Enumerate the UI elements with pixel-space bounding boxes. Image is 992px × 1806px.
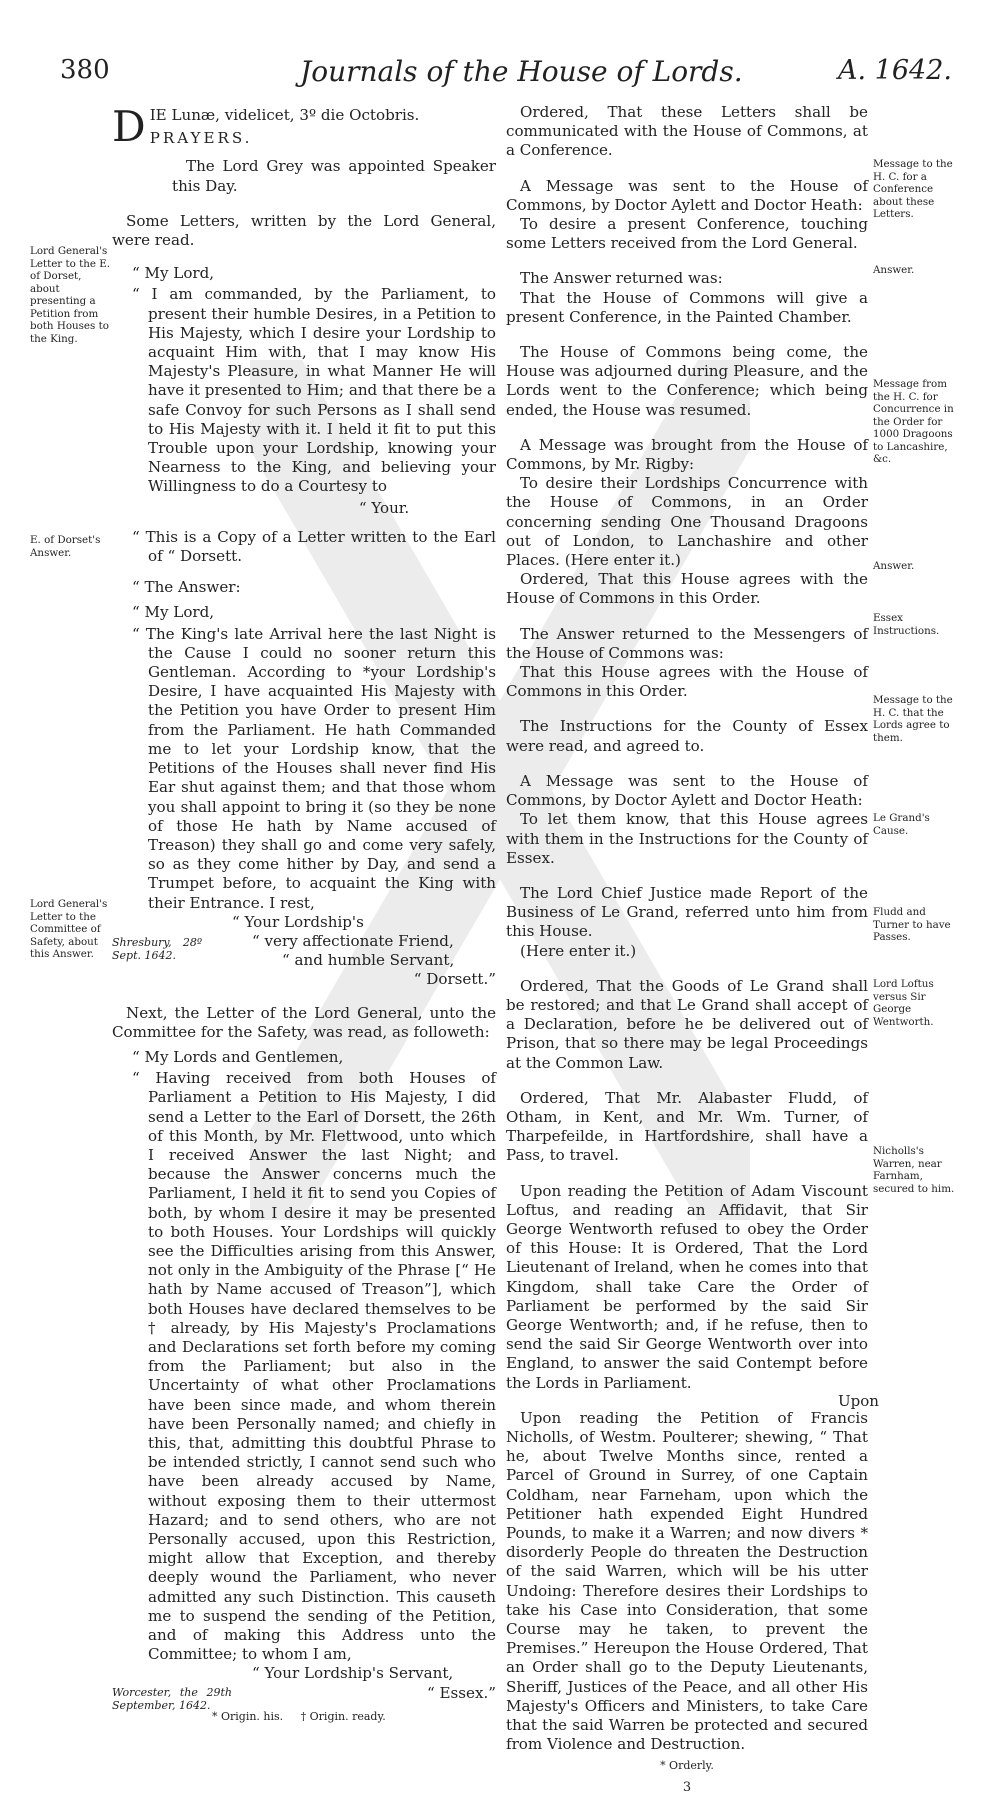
margin-note-right-2: Answer. [873, 264, 915, 276]
copy-note: “ This is a Copy of a Letter written to the Earl of “ Dorsett. [132, 527, 496, 566]
entry-le-grand-report: The Lord Chief Justice made Report of the Business of Le Grand, referred unto him from this House. [506, 883, 868, 941]
letter-three-date: Worcester, the 29th September, 1642. [112, 1685, 232, 1712]
entry-essex-instructions: The Instructions for the County of Essex were read, and agreed to. [506, 717, 868, 755]
speaker-entry: The Lord Grey was appointed Speaker this Day. [172, 157, 496, 195]
running-year: A. 1642. [838, 55, 952, 86]
left-column [112, 102, 496, 1735]
margin-note-right-3: Message from the H. C. for Concurrence in the Order for 1000 Dragoons to Lancashire, &c. [873, 378, 954, 465]
letter-two-body: “ The King's late Arrival here the last Night is the Cause I could no sooner return this Gentleman. According to *your Lordship's Desire, I have acquainted His Majesty with the Petition you have Order to present Him from the Parliament. He hath Commanded me to let your Lordship know, that the Petitions of the Houses shall never find His Ear shut against them; and that those whom you shall appoint to bring it (so they be none of those He hath by Name accused of Treason) they shall go and come very safely, so as they come hither by Day, and send a Trumpet before, to acquaint the King with their Entrance. I rest, [132, 624, 496, 912]
entry-answer-returned: The Answer returned was: [520, 269, 723, 288]
margin-note-right-10: Nicholls's Warren, near Farnham, secured to him. [873, 1145, 955, 1195]
letter-two-sig-2: “ very affectionate Friend, [252, 931, 454, 950]
page-header [0, 55, 992, 99]
entry-dragoons-order: To desire their Lordships Concurrence with the House of Commons, in an Order concerning sending One Thousand Dragoons out of London, to Lanchashire and other Places. (Here enter it.) [506, 474, 868, 570]
running-title: Journals of the House of Lords. [300, 55, 743, 88]
entry-here-enter: (Here enter it.) [520, 941, 637, 960]
margin-note-left-2: E. of Dorset's Answer. [30, 534, 101, 559]
right-footnote: * Orderly. [660, 1759, 714, 1773]
entry-message-rigby: A Message was brought from the House of Commons, by Mr. Rigby: [506, 435, 868, 474]
letter-one-body: “ I am commanded, by the Parliament, to present their humble Desires, in a Petition to His Majesty, which I desire your Lordship to acquaint Him with, that I may know His Majesty's Pleasure, in what Manner He will have it presented to Him; and that there be a safe Convoy for such Persons as I shall send to His Majesty with it. I held it fit to put this Trouble upon your Lordship, knowing your Nearness to the King, and believing your Willingness to do a Courtesy to [132, 285, 496, 496]
entry-painted-chamber: That the House of Commons will give a present Conference, in the Painted Chamber. [506, 288, 868, 326]
margin-note-right-7: Le Grand's Cause. [873, 812, 930, 837]
margin-note-right-9: Lord Loftus versus Sir George Wentworth. [873, 978, 934, 1028]
entry-fludd-turner: Ordered, That Mr. Alabaster Fludd, of Otham, in Kent, and Mr. Wm. Turner, of Tharpefeilde, in Hartfordshire, shall have a Pass, to travel. [506, 1088, 868, 1165]
opening-text: IE Lunæ, videlicet, 3º die Octobris. [149, 106, 420, 124]
entry-house-adjourned: The House of Commons being come, the House was adjourned during Pleasure, and the Lords went to the Conference; which being ended, the House was resumed. [506, 343, 868, 419]
letters-read-entry: Some Letters, written by the Lord General, were read. [112, 211, 496, 250]
entry-ordered-agree: Ordered, That this House agrees with the House of Commons in this Order. [506, 570, 868, 608]
letter-two [112, 603, 496, 989]
letter-two-sig-4: “ Dorsett.” [413, 970, 496, 989]
entry-message-aylett: A Message was sent to the House of Commons, by Doctor Aylett and Doctor Heath: [506, 176, 868, 214]
entry-answer-messengers: The Answer returned to the Messengers of the House of Commons was: [506, 624, 868, 662]
entry-desire-conference: To desire a present Conference, touching some Letters received from the Lord General. [506, 215, 868, 253]
margin-note-left-1: Lord General's Letter to the E. of Dorset, about presenting a Petition from both Houses to the King. [30, 245, 111, 345]
margin-note-right-5: Essex Instructions. [873, 612, 940, 637]
catchword: Upon [838, 1392, 879, 1410]
letter-two-sig-3: “ and humble Servant, [282, 951, 455, 970]
entry-loftus-petition: Upon reading the Petition of Adam Viscount Loftus, and reading an Affidavit, that Sir George Wentworth refused to obey the Order of this House: It is Ordered, That the Lord Lieutenant of Ireland, when he comes into that Kingdom, shall take Care the Order of Parliament be performed by the said Sir George Wentworth; and, if he refuse, then to send the said Sir George Wentworth over into England, to answer the said Contempt before the Lords in Parliament. [506, 1181, 868, 1392]
letter-two-sig-1: “ Your Lordship's [232, 912, 364, 931]
margin-note-right-4: Answer. [873, 560, 915, 572]
letter-two-sign-block [112, 931, 496, 990]
letter-three-sig-2: “ Essex.” [427, 1683, 496, 1702]
entry-let-them-know: To let them know, that this House agrees with them in the Instructions for the County of Essex. [506, 810, 868, 867]
letter-three-body: “ Having received from both Houses of Parliament a Petition to His Majesty, I did send a Letter to the Earl of Dorsett, the 26th of this Month, by Mr. Flettwood, unto which I received Answer the last Night; and because the Answer concerns much the Parliament, I held it fit to send you Copies of both, by whom I desire it may be presented to both Houses. Your Lordships will quickly see the Difficulties arising from this Answer, not only in the Ambiguity of the Phrase [“ He hath by Name accused of Treason”], which both Houses have declared themselves to be † already, by His Majesty's Proclamations and Declarations set forth before my coming from the Parliament; but also in the Uncertainty of what other Proclamations have been since made, and whom therein have been Personally named; and chiefly in this, that, admitting this doubtful Phrase to be intended strictly, I cannot send such who have been already accused by Name, without exposing them to their uttermost Hazard; and to send others, who are not Personally accused, upon this Restriction, might allow that Exception, and thereby deeply wound the Parliament, who never admitted any such Distinction. This causeth me to suspend the sending of the Petition, and of making this Address unto the Committee; to whom I am, [132, 1069, 496, 1664]
drop-cap: D [112, 102, 146, 151]
letter-two-date: Shresbury, 28º Sept. 1642. [112, 935, 202, 962]
prayers-heading: PRAYERS. [149, 129, 253, 148]
entry-house-agrees: That this House agrees with the House of Commons in this Order. [506, 663, 868, 701]
entry-le-grand-goods: Ordered, That the Goods of Le Grand shall be restored; and that Le Grand shall accept of a Declaration, before he be delivered out of Prison, that so there may be legal Proceedings at the Common Law. [506, 976, 868, 1072]
right-column [506, 103, 868, 1806]
letter-three-sign-block [112, 1683, 496, 1712]
entry-nicholls-petition: Upon reading the Petition of Francis Nicholls, of Westm. Poulterer; shewing, “ That he, about Twelve Months since, rented a Parcel of Ground in Surrey, of one Captain Coldham, near Farneham, upon which the Petitioner hath expended Eight Hundred Pounds, to make it a Warren; and now divers * disorderly People do threaten the Destruction of the said Warren, which will be his utter Undoing: Therefore desires their Lordships to take his Case into Consideration, that some Course may he taken, to prevent the Premises.” Hereupon the House Ordered, That an Order shall go to the Deputy Lieutenants, Sheriff, Justices of the Peace, and all other His Majesty's Officers and Ministers, to take Care that the said Warren be protected and secured from Violence and Destruction. [506, 1408, 868, 1754]
answer-heading: “ The Answer: [132, 578, 241, 597]
letter-three-sig-1: “ Your Lordship's Servant, [252, 1664, 454, 1683]
signature-mark: 3 [682, 1779, 692, 1795]
margin-note-right-6: Message to the H. C. that the Lords agree to them. [873, 694, 953, 744]
letter-one [112, 264, 496, 597]
letter-one-salutation: “ My Lord, [132, 264, 215, 283]
entry-letters-communicated: Ordered, That these Letters shall be communicated with the House of Commons, at a Conference. [506, 103, 868, 160]
next-letter-entry: Next, the Letter of the Lord General, unto the Committee for the Safety, was read, as followeth: [112, 1003, 496, 1041]
letter-two-salutation: “ My Lord, [132, 603, 215, 622]
margin-note-right-8: Fludd and Turner to have Passes. [873, 906, 951, 943]
entry-message-aylett-2: A Message was sent to the House of Commons, by Doctor Aylett and Doctor Heath: [506, 771, 868, 810]
letter-three [112, 1048, 496, 1726]
page-number: 380 [60, 55, 110, 85]
left-footnote: * Origin. his. † Origin. ready. [212, 1709, 386, 1723]
margin-note-right-1: Message to the H. C. for a Conference about these Letters. [873, 158, 953, 220]
margin-note-left-3: Lord General's Letter to the Committee of Safety, about this Answer. [30, 898, 108, 960]
letter-three-salutation: “ My Lords and Gentlemen, [132, 1047, 344, 1066]
letter-one-close: “ Your. [358, 498, 410, 517]
